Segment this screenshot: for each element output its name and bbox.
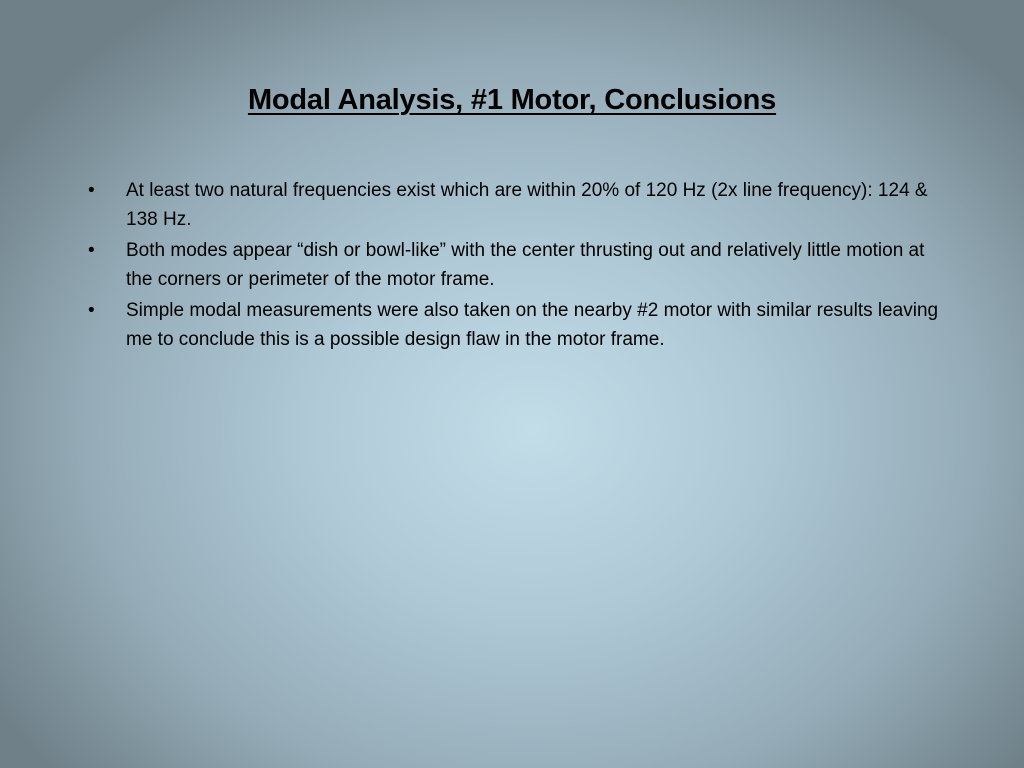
bullet-list	[88, 176, 948, 356]
bullet-item	[88, 296, 948, 354]
bullet-icon: •	[88, 240, 95, 261]
bullet-text: Both modes appear “dish or bowl-like” with the center thrusting out and relatively little motion at the corners or perimeter of the motor frame.	[126, 240, 925, 290]
bullet-text: Simple modal measurements were also taken on the nearby #2 motor with similar results leaving me to conclude this is a possible design flaw in the motor frame.	[126, 300, 939, 350]
bullet-icon: •	[88, 300, 95, 321]
bullet-text: At least two natural frequencies exist which are within 20% of 120 Hz (2x line frequency): 124 & 138 Hz.	[126, 180, 928, 230]
bullet-item	[88, 176, 948, 234]
bullet-icon: •	[88, 180, 95, 201]
slide-title: Modal Analysis, #1 Motor, Conclusions	[247, 84, 777, 116]
bullet-item	[88, 236, 948, 294]
